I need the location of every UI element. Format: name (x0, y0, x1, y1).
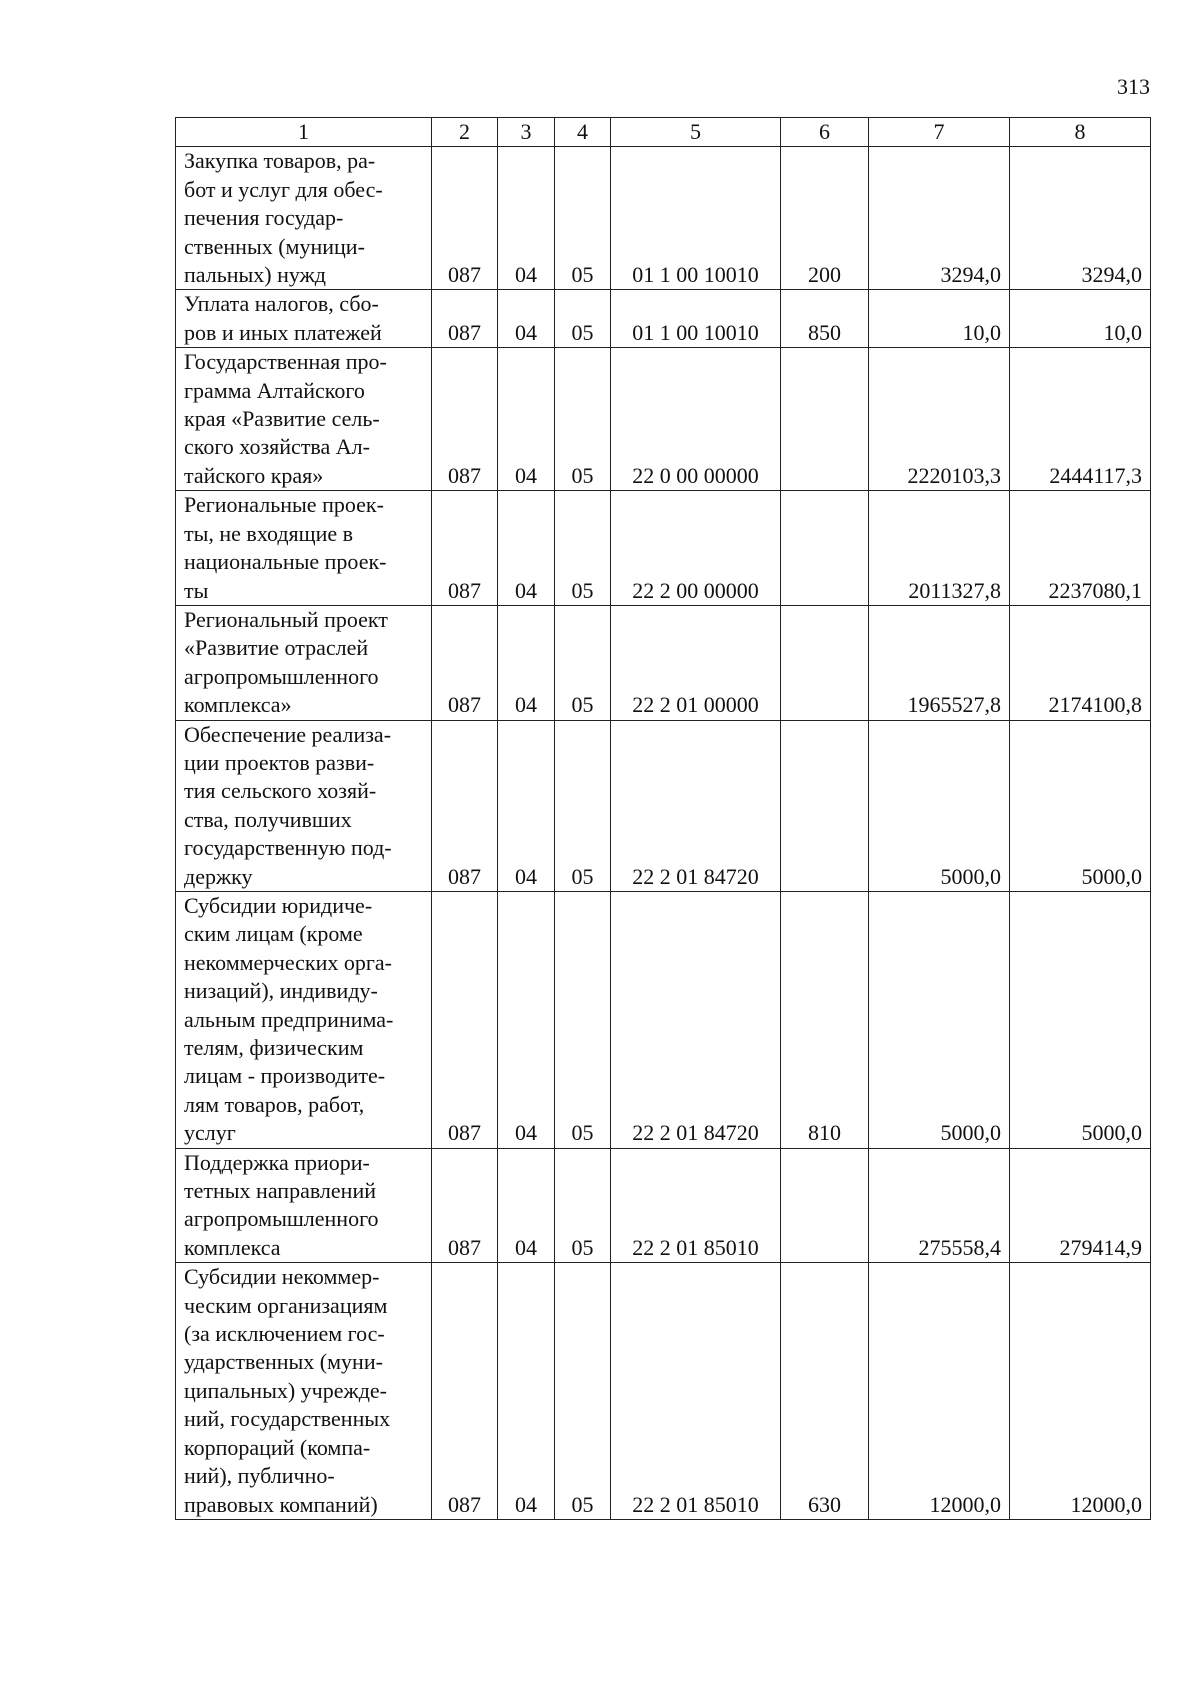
row-name-cell (176, 491, 432, 606)
header-cell: 2 (432, 118, 498, 147)
header-cell: 6 (781, 118, 869, 147)
row-cell-c7: 10,0 (869, 290, 1010, 348)
row-name-cell (176, 720, 432, 891)
row-cell-c8: 3294,0 (1010, 147, 1151, 290)
row-cell-c7: 3294,0 (869, 147, 1010, 290)
table-row (176, 720, 1151, 891)
row-cell-c8: 279414,9 (1010, 1148, 1151, 1263)
row-cell-c5: 22 2 01 84720 (611, 891, 781, 1148)
table-row (176, 491, 1151, 606)
row-cell-c6 (781, 1148, 869, 1263)
row-cell-c3: 04 (498, 1263, 555, 1520)
header-cell: 1 (176, 118, 432, 147)
row-cell-c8: 12000,0 (1010, 1263, 1151, 1520)
row-cell-c6 (781, 491, 869, 606)
header-cell: 4 (555, 118, 611, 147)
row-cell-c2: 087 (432, 147, 498, 290)
row-cell-c3: 04 (498, 147, 555, 290)
row-cell-c5: 22 2 01 85010 (611, 1148, 781, 1263)
row-cell-c4: 05 (555, 1148, 611, 1263)
row-cell-c4: 05 (555, 491, 611, 606)
row-name: Субсидии некоммер- ческим организациям (за исключением гос- ударственных (муни- ципальных) учрежде- ний, государственных корпораций (компа- ний), публично- правовых компаний) (184, 1264, 391, 1517)
row-cell-c3: 04 (498, 491, 555, 606)
table-row (176, 290, 1151, 348)
row-cell-c6: 630 (781, 1263, 869, 1520)
row-cell-c6 (781, 605, 869, 720)
row-cell-c4: 05 (555, 720, 611, 891)
row-cell-c2: 087 (432, 605, 498, 720)
row-cell-c3: 04 (498, 1148, 555, 1263)
row-cell-c5: 01 1 00 10010 (611, 147, 781, 290)
row-cell-c7: 5000,0 (869, 891, 1010, 1148)
header-cell: 5 (611, 118, 781, 147)
row-cell-c7: 5000,0 (869, 720, 1010, 891)
row-cell-c4: 05 (555, 605, 611, 720)
row-name-cell (176, 147, 432, 290)
row-name: Государственная про- грамма Алтайского края «Развитие сель- ского хозяйства Ал- тайского края» (184, 349, 387, 488)
table-row (176, 1148, 1151, 1263)
header-row (176, 118, 1151, 147)
row-cell-c3: 04 (498, 605, 555, 720)
row-name: Региональный проект «Развитие отраслей агропромышленного комплекса» (184, 606, 388, 718)
row-cell-c2: 087 (432, 290, 498, 348)
row-cell-c7: 12000,0 (869, 1263, 1010, 1520)
row-cell-c5: 22 0 00 00000 (611, 348, 781, 491)
row-cell-c8: 5000,0 (1010, 891, 1151, 1148)
row-cell-c5: 22 2 00 00000 (611, 491, 781, 606)
row-cell-c6 (781, 720, 869, 891)
row-name: Обеспечение реализа- ции проектов разви- тия сельского хозяй- ства, получивших государственную под- держку (184, 721, 392, 889)
header-cell: 7 (869, 118, 1010, 147)
table-row (176, 1263, 1151, 1520)
row-cell-c3: 04 (498, 290, 555, 348)
header-cell: 3 (498, 118, 555, 147)
row-cell-c7: 2220103,3 (869, 348, 1010, 491)
page-number: 313 (1117, 74, 1150, 99)
row-cell-c7: 2011327,8 (869, 491, 1010, 606)
row-cell-c8: 5000,0 (1010, 720, 1151, 891)
row-name: Поддержка приори- тетных направлений агропромышленного комплекса (184, 1149, 379, 1260)
table-row (176, 147, 1151, 290)
row-name-cell (176, 605, 432, 720)
row-name: Региональные проек- ты, не входящие в национальные проек- ты (184, 492, 387, 603)
row-cell-c3: 04 (498, 348, 555, 491)
row-cell-c4: 05 (555, 290, 611, 348)
row-name-cell (176, 891, 432, 1148)
row-name: Уплата налогов, сбо- ров и иных платежей (184, 291, 382, 345)
row-cell-c2: 087 (432, 491, 498, 606)
row-cell-c4: 05 (555, 891, 611, 1148)
table-body (176, 147, 1151, 1520)
row-cell-c8: 2174100,8 (1010, 605, 1151, 720)
row-cell-c3: 04 (498, 720, 555, 891)
row-name: Закупка товаров, ра- бот и услуг для обес- печения государ- ственных (муници- пальных) нужд (184, 148, 383, 288)
table-row (176, 348, 1151, 491)
header-cell: 8 (1010, 118, 1151, 147)
row-cell-c4: 05 (555, 147, 611, 290)
row-cell-c4: 05 (555, 348, 611, 491)
row-cell-c6 (781, 348, 869, 491)
row-cell-c6: 850 (781, 290, 869, 348)
row-cell-c4: 05 (555, 1263, 611, 1520)
row-cell-c8: 2444117,3 (1010, 348, 1151, 491)
row-cell-c5: 22 2 01 00000 (611, 605, 781, 720)
row-cell-c2: 087 (432, 1263, 498, 1520)
row-cell-c5: 01 1 00 10010 (611, 290, 781, 348)
row-name-cell (176, 290, 432, 348)
row-name: Субсидии юридиче- ским лицам (кроме некоммерческих орга- низаций), индивиду- альным предпринима- телям, физическим лицам - производите- лям товаров, работ, услуг (184, 892, 394, 1146)
row-name-cell (176, 1148, 432, 1263)
row-cell-c2: 087 (432, 720, 498, 891)
row-cell-c5: 22 2 01 85010 (611, 1263, 781, 1520)
row-cell-c7: 1965527,8 (869, 605, 1010, 720)
row-name-cell (176, 348, 432, 491)
row-cell-c6: 810 (781, 891, 869, 1148)
row-name-cell (176, 1263, 432, 1520)
row-cell-c3: 04 (498, 891, 555, 1148)
row-cell-c2: 087 (432, 1148, 498, 1263)
table-row (176, 891, 1151, 1148)
row-cell-c6: 200 (781, 147, 869, 290)
budget-table (175, 117, 1151, 1520)
row-cell-c8: 10,0 (1010, 290, 1151, 348)
row-cell-c7: 275558,4 (869, 1148, 1010, 1263)
row-cell-c5: 22 2 01 84720 (611, 720, 781, 891)
table-row (176, 605, 1151, 720)
row-cell-c2: 087 (432, 348, 498, 491)
row-cell-c8: 2237080,1 (1010, 491, 1151, 606)
row-cell-c2: 087 (432, 891, 498, 1148)
